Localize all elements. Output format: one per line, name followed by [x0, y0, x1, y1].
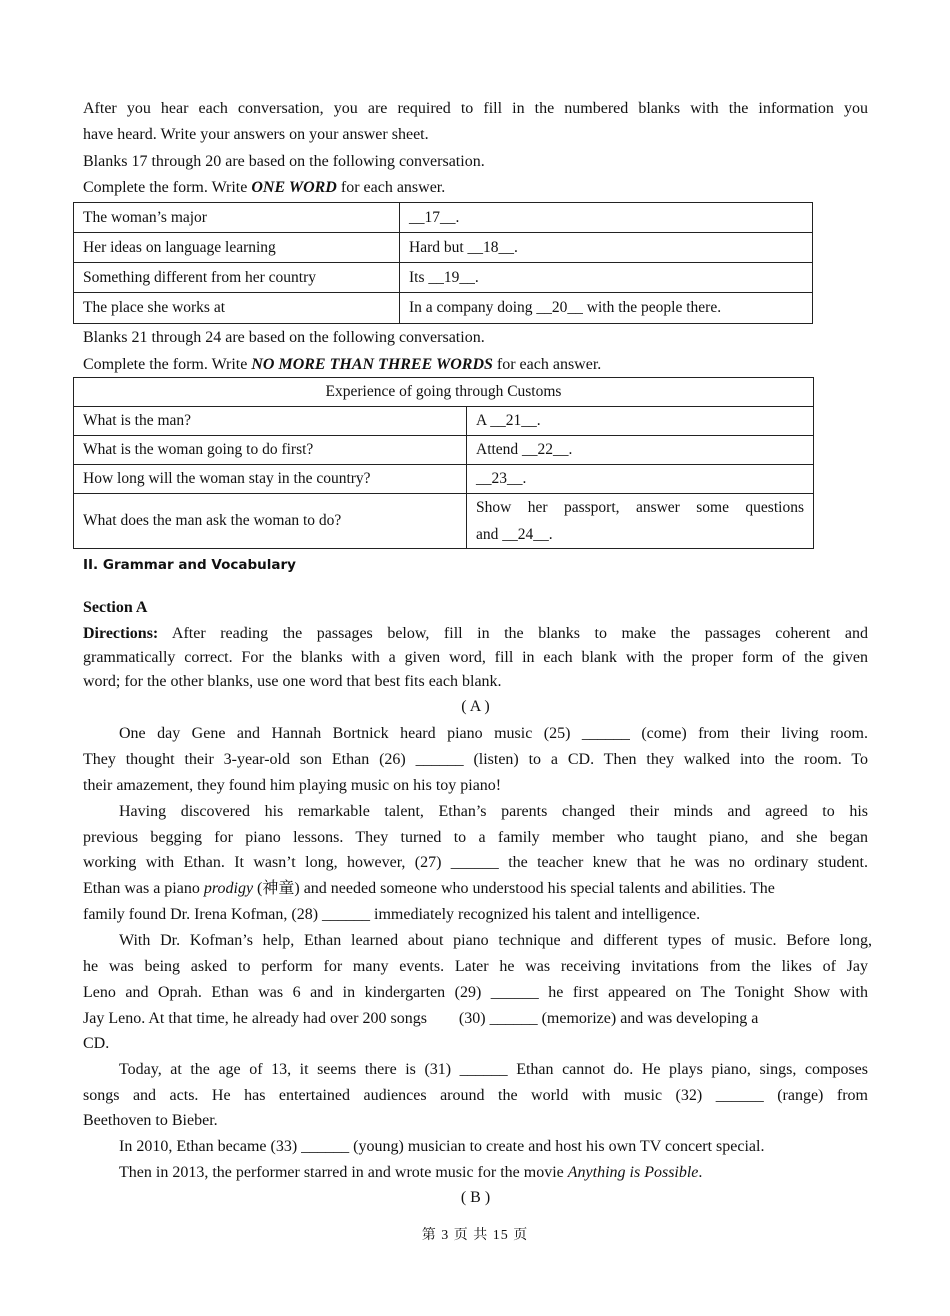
table-row	[74, 494, 814, 549]
table-cell-answer: __23__.	[467, 465, 814, 494]
passage-line: working with Ethan. It wasn’t long, however, (27) ______ the teacher knew that he was no ordinary student.	[83, 854, 868, 871]
table-header-row	[74, 378, 814, 407]
passage-line: With Dr. Kofman’s help, Ethan learned about piano technique and different types of music. Before long,	[119, 932, 872, 949]
table-header: Experience of going through Customs	[74, 378, 814, 407]
passage-line: Ethan was a piano prodigy (神童) and needed someone who understood his special talents and abilities. The	[83, 880, 775, 897]
directions-label: Directions:	[83, 625, 159, 642]
table-cell-question: What is the woman going to do first?	[74, 436, 467, 465]
form-instruction-1: Complete the form. Write ONE WORD for each answer.	[83, 179, 446, 196]
table-cell-answer: Its __19__.	[400, 263, 813, 293]
passage-line: Having discovered his remarkable talent, Ethan’s parents changed their minds and agreed to his	[119, 803, 868, 820]
table-cell-question: Something different from her country	[74, 263, 400, 293]
table-row	[74, 233, 813, 263]
table-cell-answer: In a company doing __20__ with the people there.	[400, 293, 813, 324]
form-table-1	[73, 202, 813, 324]
section-heading: II. Grammar and Vocabulary	[83, 557, 296, 573]
table-cell-question: How long will the woman stay in the country?	[74, 465, 467, 494]
table-cell-question: What does the man ask the woman to do?	[74, 494, 467, 549]
table-row	[74, 263, 813, 293]
passage-line: They thought their 3-year-old son Ethan (26) ______ (listen) to a CD. Then they walked into the room. To	[83, 751, 868, 768]
section-a-heading: Section A	[83, 599, 148, 616]
table-cell-question: The place she works at	[74, 293, 400, 324]
passage-line: Then in 2013, the performer starred in and wrote music for the movie Anything is Possible.	[119, 1164, 703, 1181]
passage-b-label: ( B )	[460, 1189, 491, 1206]
passage-line: One day Gene and Hannah Bortnick heard piano music (25) ______ (come) from their living room.	[119, 725, 868, 742]
table-row	[74, 465, 814, 494]
passage-line: In 2010, Ethan became (33) ______ (young) musician to create and host his own TV concert special.	[119, 1138, 765, 1155]
table-cell-question: What is the man?	[74, 407, 467, 436]
passage-line: Beethoven to Bieber.	[83, 1112, 218, 1129]
table-row	[74, 407, 814, 436]
form-table-2	[73, 377, 814, 549]
table-cell-question: The woman’s major	[74, 203, 400, 233]
table-row	[74, 203, 813, 233]
movie-title: Anything is Possible	[567, 1164, 699, 1181]
word-limit-emphasis: NO MORE THAN THREE WORDS	[251, 356, 493, 373]
table-cell-answer: __17__.	[400, 203, 813, 233]
intro-line: After you hear each conversation, you are required to fill in the numbered blanks with the information you	[83, 100, 868, 117]
passage-line: previous begging for piano lessons. They turned to a family member who taught piano, and she began	[83, 829, 868, 846]
passage-line: Leno and Oprah. Ethan was 6 and in kindergarten (29) ______ he first appeared on The Tonight Show with	[83, 984, 868, 1001]
table-row	[74, 293, 813, 324]
directions-line: word; for the other blanks, use one word that best fits each blank.	[83, 673, 502, 690]
one-word-emphasis: ONE WORD	[251, 179, 337, 196]
blanks-17-20-note: Blanks 17 through 20 are based on the following conversation.	[83, 153, 485, 170]
table-cell-answer: Attend __22__.	[467, 436, 814, 465]
passage-line: he was being asked to perform for many events. Later he was receiving invitations from the likes of Jay	[83, 958, 868, 975]
passage-line: Jay Leno. At that time, he already had over 200 songs (30) ______ (memorize) and was developing a	[83, 1010, 759, 1027]
passage-a-label: ( A )	[461, 698, 490, 715]
passage-line: Today, at the age of 13, it seems there is (31) ______ Ethan cannot do. He plays piano, sings, composes	[119, 1061, 868, 1078]
passage-line: family found Dr. Irena Kofman, (28) ______ immediately recognized his talent and intelligence.	[83, 906, 701, 923]
form-instruction-2: Complete the form. Write NO MORE THAN THREE WORDS for each answer.	[83, 356, 602, 373]
page-footer: 第 3 页 共 15 页	[421, 1228, 529, 1243]
directions-line: grammatically correct. For the blanks with a given word, fill in each blank with the proper form of the given	[83, 649, 868, 666]
blanks-21-24-note: Blanks 21 through 24 are based on the following conversation.	[83, 329, 485, 346]
passage-line: songs and acts. He has entertained audiences around the world with music (32) ______ (range) from	[83, 1087, 868, 1104]
table-cell-question: Her ideas on language learning	[74, 233, 400, 263]
directions-line: Directions: After reading the passages below, fill in the blanks to make the passages coherent and	[83, 625, 868, 642]
table-row	[74, 436, 814, 465]
table-cell-answer: A __21__.	[467, 407, 814, 436]
prodigy-term: prodigy	[203, 880, 254, 897]
table-cell-answer: Show her passport, answer some questions and __24__.	[467, 494, 814, 549]
table-cell-answer: Hard but __18__.	[400, 233, 813, 263]
passage-line: CD.	[83, 1035, 110, 1052]
passage-line: their amazement, they found him playing music on his toy piano!	[83, 777, 502, 794]
intro-line: have heard. Write your answers on your answer sheet.	[83, 126, 429, 143]
